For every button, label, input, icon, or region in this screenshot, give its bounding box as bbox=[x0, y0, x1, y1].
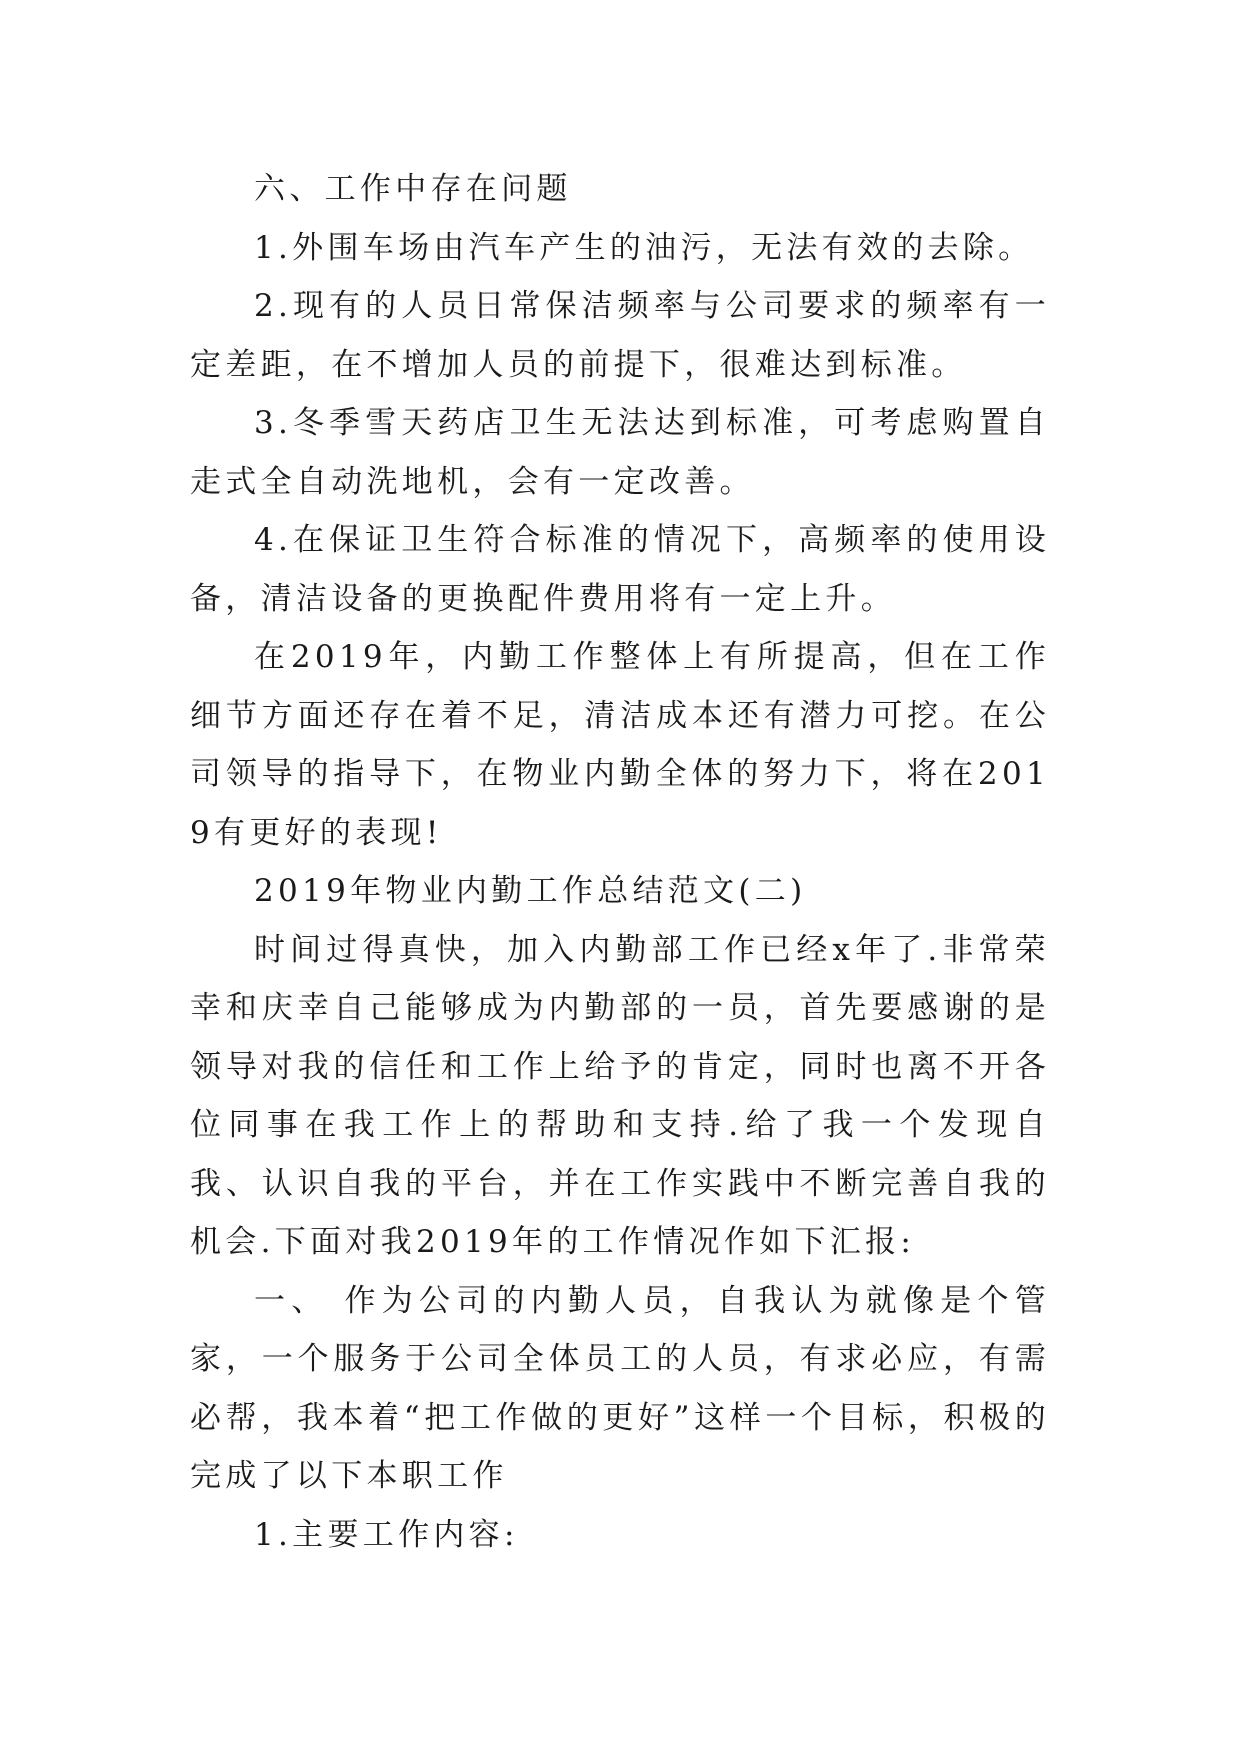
intro-paragraph: 时间过得真快，加入内勤部工作已经x年了.非常荣幸和庆幸自己能够成为内勤部的一员，首先要感谢的是领导对我的信任和工作上给予的肯定，同时也离不开各位同事在我工作上的帮助和支持.给了我一个发现自我、认识自我的平台，并在工作实践中不断完善自我的机会.下面对我2019年的工作情况作如下汇报: bbox=[190, 931, 1050, 1260]
problem-item-1: 1.外围车场由汽车产生的油污，无法有效的去除。 bbox=[254, 229, 1034, 266]
section-heading-problems: 六、工作中存在问题 bbox=[254, 171, 572, 207]
problem-item-2: 2.现有的人员日常保洁频率与公司要求的频率有一定差距，在不增加人员的前提下，很难达到标准。 bbox=[190, 288, 1050, 383]
article-title-2: 2019年物业内勤工作总结范文(二) bbox=[254, 873, 807, 909]
section-one-paragraph: 一、 作为公司的内勤人员，自我认为就像是个管家，一个服务于公司全体员工的人员，有求必应，有需必帮，我本着“把工作做的更好”这样一个目标，积极的完成了以下本职工作 bbox=[190, 1282, 1050, 1494]
main-work-heading: 1.主要工作内容: bbox=[254, 1516, 519, 1553]
problem-item-3: 3.冬季雪天药店卫生无法达到标准，可考虑购置自走式全自动洗地机，会有一定改善。 bbox=[190, 405, 1050, 500]
problem-item-4: 4.在保证卫生符合标准的情况下，高频率的使用设备，清洁设备的更换配件费用将有一定上升。 bbox=[190, 522, 1050, 617]
summary-paragraph: 在2019年，内勤工作整体上有所提高，但在工作细节方面还存在着不足，清洁成本还有潜力可挖。在公司领导的指导下，在物业内勤全体的努力下，将在2019有更好的表现! bbox=[190, 639, 1050, 851]
document-body bbox=[190, 160, 1050, 1564]
